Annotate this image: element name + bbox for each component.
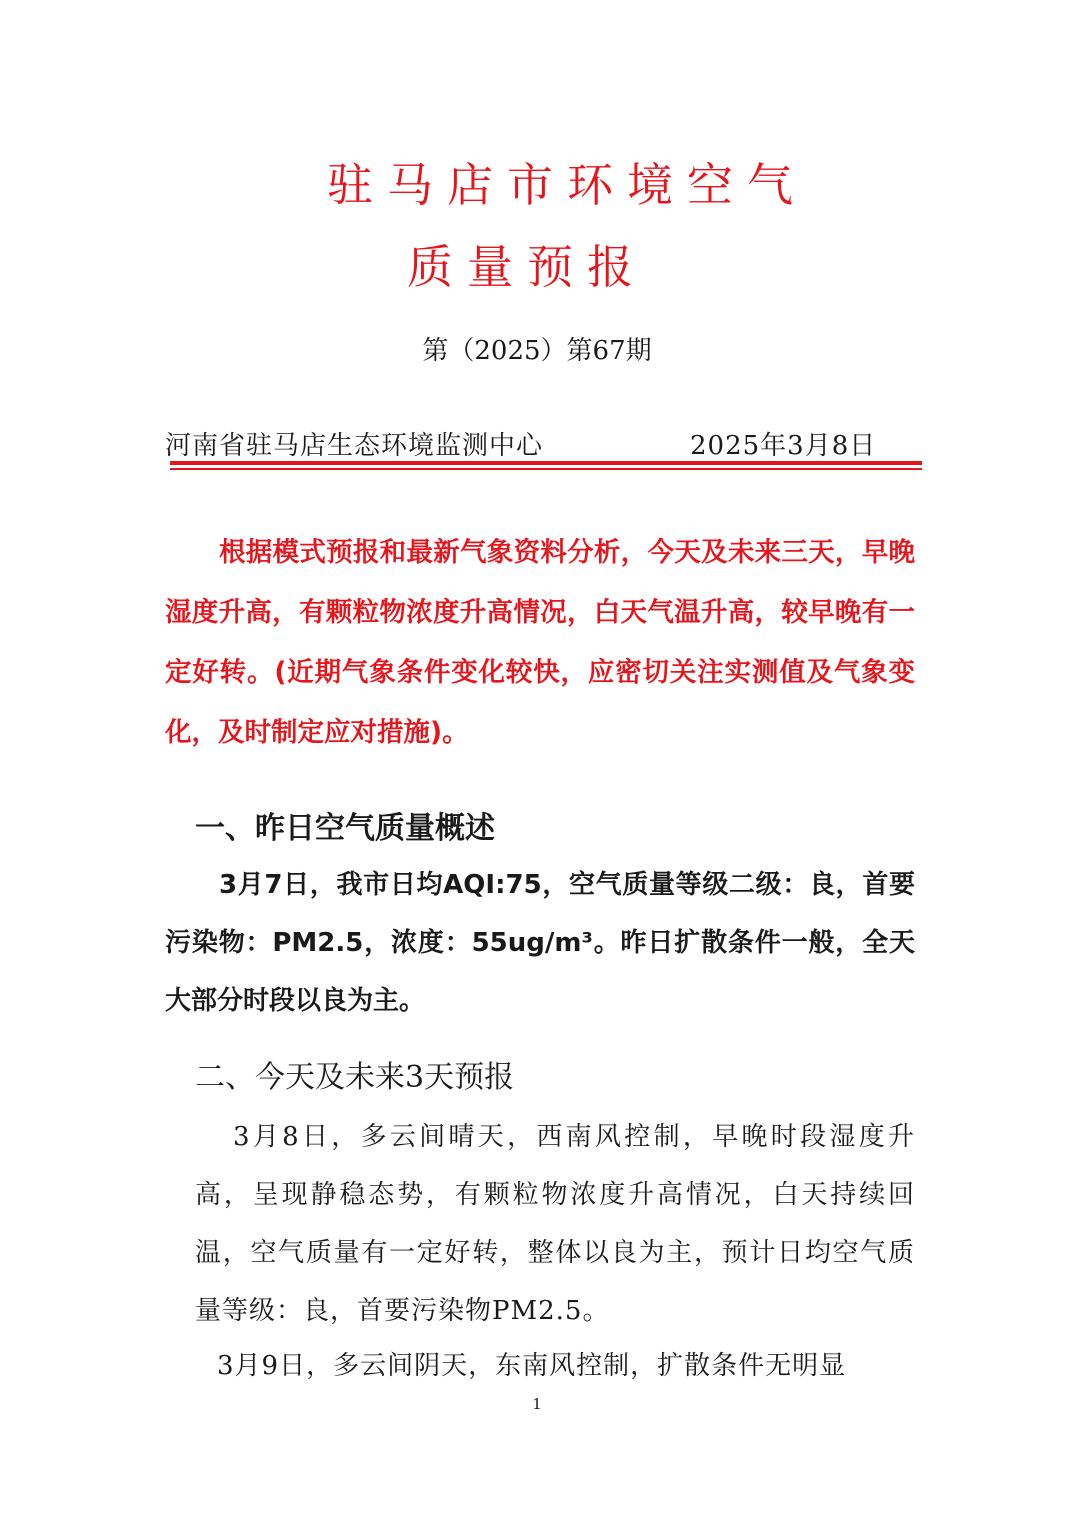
- forecast-day2: 3月9日，多云间阴天，东南风控制，扩散条件无明显: [217, 1351, 847, 1381]
- header-divider-thin: [170, 468, 922, 470]
- document-title-line1: 驻马店市环境空气: [327, 158, 807, 212]
- forecast-day1: 3月8日，多云间晴天，西南风控制，早晚时段湿度升高，呈现静稳态势，有颗粒物浓度升高情况，白天持续回温，空气质量有一定好转，整体以良为主，预计日均空气质量等级：良，首要污染物PM2.5。: [195, 1122, 915, 1326]
- forecast-summary: 根据模式预报和最新气象资料分析，今天及未来三天，早晚湿度升高，有颗粒物浓度升高情况，白天气温升高，较早晚有一定好转。(近期气象条件变化较快，应密切关注实测值及气象变化，及时制定应对措施)。: [165, 537, 915, 748]
- document-title-line2: 质量预报: [407, 240, 647, 294]
- section1-body: 3月7日，我市日均AQI:75，空气质量等级二级：良，首要污染物：PM2.5，浓度：55ug/m³。昨日扩散条件一般，全天大部分时段以良为主。: [165, 870, 915, 1016]
- issuer-name: 河南省驻马店生态环境监测中心: [165, 431, 544, 461]
- issue-date: 2025年3月8日: [690, 431, 877, 461]
- section2-heading: 二、今天及未来3天预报: [195, 1060, 515, 1095]
- page-number: 1: [532, 1395, 542, 1413]
- section1-heading: 一、昨日空气质量概述: [195, 811, 495, 846]
- issue-number: 第（2025）第67期: [422, 336, 652, 366]
- header-divider-thick: [170, 461, 922, 465]
